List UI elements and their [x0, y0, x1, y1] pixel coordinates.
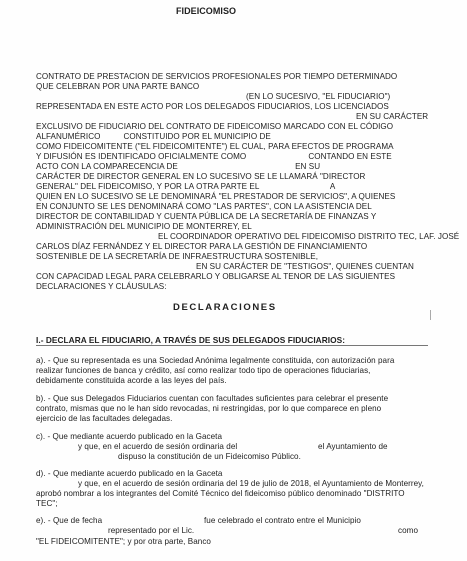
- intro-line-19: SOSTENIBLE DE LA SECRETARÍA DE INFRAESTRUCTURA SOSTENIBLE,: [36, 252, 319, 261]
- intro-line-12: GENERAL" DEL FIDEICOMISO, Y POR LA OTRA PARTE EL A: [36, 182, 336, 191]
- intro-line-3: (EN LO SUCESIVO, "EL FIDUCIARIO"): [246, 92, 391, 101]
- clause-b-line-2: contrato, mismas que no le han sido revocadas, ni restringidas, por lo que comparece en pleno: [36, 404, 382, 413]
- clause-e-line-1: e). - Que de fecha: [36, 516, 103, 525]
- intro-line-2: QUE CELEBRAN POR UNA PARTE BANCO: [36, 82, 200, 91]
- intro-line-10: ACTO CON LA COMPARECENCIA DE EN SU: [36, 162, 321, 171]
- clause-d-line-3: aprobó nombrar a los integrantes del Comité Técnico del fideicomiso público denominado "DISTRITO: [36, 489, 405, 498]
- clause-e-line-3: "EL FIDEICOMITENTE"; y por otra parte, Banco: [36, 537, 211, 546]
- clause-a-line-2: realizar funciones de banca y crédito, así como realizar todo tipo de operaciones fiduciarias,: [36, 366, 371, 375]
- intro-line-22: DECLARACIONES Y CLÁUSULAS:: [36, 282, 167, 291]
- intro-line-21: CON CAPACIDAD LEGAL PARA CELEBRARLO Y OBLIGARSE AL TENOR DE LAS SIGUIENTES: [36, 272, 396, 281]
- document-title: FIDEICOMISO: [176, 6, 237, 16]
- clause-e-line-2b: como: [398, 526, 418, 535]
- intro-line-11: CARÁCTER DE DIRECTOR GENERAL EN LO SUCESIVO SE LE LLAMARÁ "DIRECTOR: [36, 172, 366, 181]
- section-i-heading: I.- DECLARA EL FIDUCIARIO, A TRAVÉS DE SUS DELEGADOS FIDUCIARIOS:: [36, 335, 346, 345]
- intro-line-18: CARLOS DÍAZ FERNÁNDEZ Y EL DIRECTOR PARA LA GESTIÓN DE FINANCIAMIENTO: [36, 242, 368, 251]
- clause-a-line-1: a). - Que su representada es una Sociedad Anónima legalmente constituida, con autorización para: [36, 356, 395, 365]
- intro-line-13: QUIEN EN LO SUCESIVO SE LE DENOMINARÁ "EL PRESTADOR DE SERVICIOS", A QUIENES: [36, 192, 396, 201]
- intro-line-16: ADMINISTRACIÓN DEL MUNICIPIO DE MONTERREY, EL: [36, 222, 252, 231]
- intro-line-15: DIRECTOR DE CONTABILIDAD Y CUENTA PÚBLICA DE LA SECRETARÍA DE FINANZAS Y: [36, 212, 377, 221]
- clause-c-line-2: y que, en el acuerdo de sesión ordinaria del: [78, 442, 238, 451]
- declaraciones-heading: DECLARACIONES: [173, 302, 277, 313]
- clause-b-line-3: ejercicio de las facultades delegadas.: [36, 414, 173, 423]
- clause-c-line-3: dispuso la constitución de un Fideicomiso Público.: [118, 452, 301, 461]
- intro-line-6: EXCLUSIVO DE FIDUCIARIO DEL CONTRATO DE FIDEICOMISO MARCADO CON EL CÓDIGO: [36, 122, 394, 131]
- intro-line-5: EN SU CARÁCTER: [356, 112, 429, 121]
- clause-e-line-1b: fue celebrado el contrato entre el Municipio: [204, 516, 361, 525]
- intro-line-20: EN SU CARÁCTER DE "TESTIGOS", QUIENES CUENTAN: [196, 262, 414, 271]
- intro-line-14: EN CONJUNTO SE LES DENOMINARÁ COMO "LAS PARTES", CON LA ASISTENCIA DEL: [36, 202, 372, 211]
- margin-mark: [430, 310, 431, 320]
- clause-d-line-1: d). - Que mediante acuerdo publicado en la Gaceta: [36, 469, 223, 478]
- section-divider: [36, 345, 428, 346]
- intro-line-9: Y DIFUSIÓN ES IDENTIFICADO OFICIALMENTE COMO CONTANDO EN ESTE: [36, 152, 392, 161]
- intro-line-4: REPRESENTADA EN ESTE ACTO POR LOS DELEGADOS FIDUCIARIOS, LOS LICENCIADOS: [36, 102, 389, 111]
- clause-d-line-4: TEC";: [36, 499, 58, 508]
- intro-line-17: EL COORDINADOR OPERATIVO DEL FIDEICOMISO DISTRITO TEC, LAF. JOSÉ: [158, 232, 460, 241]
- clause-d-line-2: y que, en el acuerdo de sesión ordinaria del 19 de julio de 2018, el Ayuntamiento de Monterrey,: [78, 479, 424, 488]
- clause-c-line-1: c). - Que mediante acuerdo publicado en la Gaceta: [36, 432, 223, 441]
- clause-c-line-2b: el Ayuntamiento de: [318, 442, 388, 451]
- intro-line-1: CONTRATO DE PRESTACION DE SERVICIOS PROFESIONALES POR TIEMPO DETERMINADO: [36, 72, 398, 81]
- clause-a-line-3: debidamente constituida acorde a las leyes del país.: [36, 376, 227, 385]
- clause-e-line-2: representado por el Lic.: [108, 526, 195, 535]
- intro-line-7: ALFANUMÉRICO CONSTITUIDO POR EL MUNICIPIO DE: [36, 132, 271, 141]
- clause-b-line-1: b). - Que sus Delegados Fiduciarios cuentan con facultades suficientes para celebrar el presente: [36, 394, 389, 403]
- intro-line-8: COMO FIDEICOMITENTE ("EL FIDEICOMITENTE") EL CUAL, PARA EFECTOS DE PROGRAMA: [36, 142, 394, 151]
